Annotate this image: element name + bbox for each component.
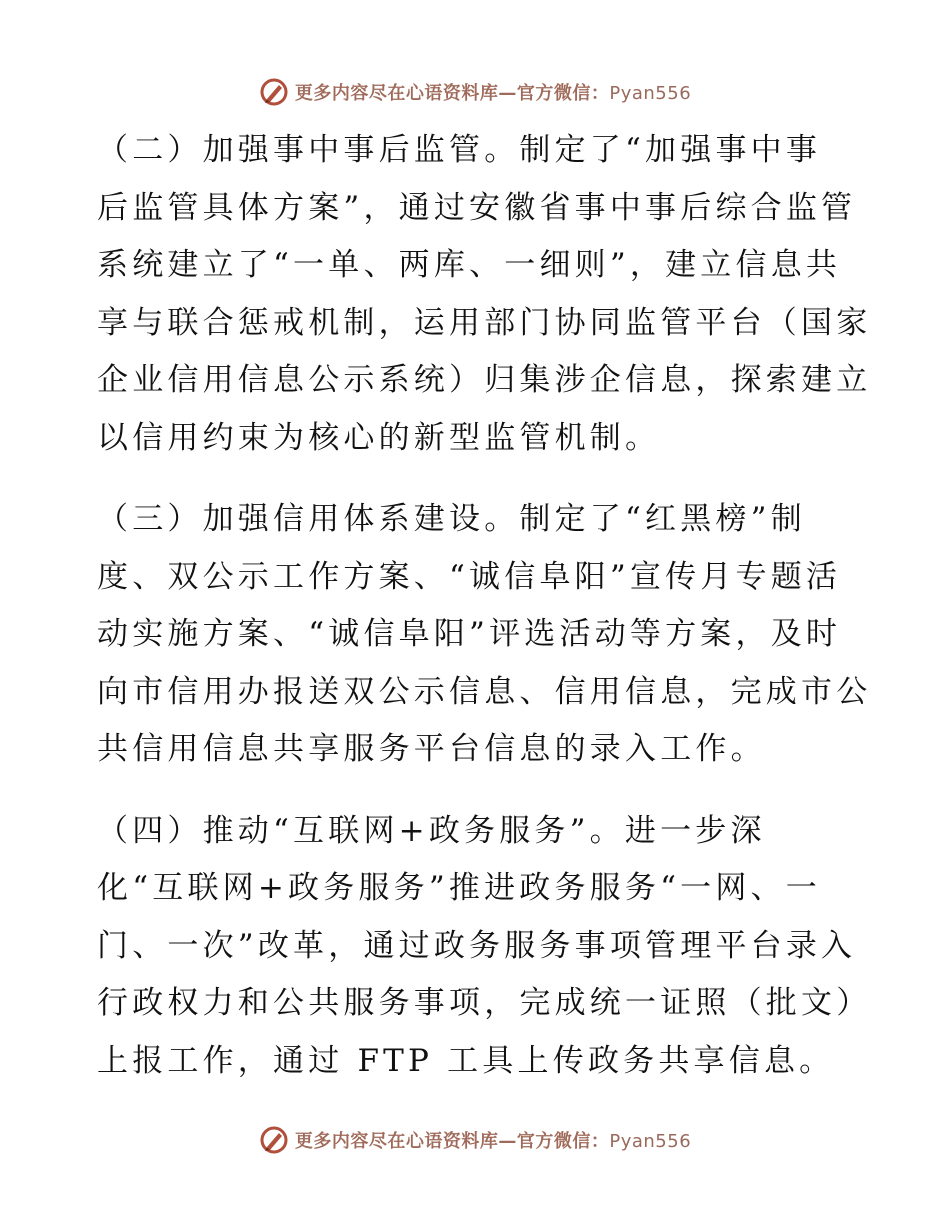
text-line: （二）加强事中事后监管。制定了“加强事中事 bbox=[97, 132, 822, 168]
paragraph-supervision bbox=[97, 122, 872, 467]
text-line: 行政权力和公共服务事项，完成统一证照（批文） bbox=[97, 985, 872, 1021]
document-body bbox=[97, 122, 872, 1114]
text-line: 后监管具体方案”，通过安徽省事中事后综合监管 bbox=[97, 189, 857, 226]
footer-watermark bbox=[0, 1120, 950, 1160]
text-line: 化“互联网+政务服务”推进政务服务“一网、一 bbox=[97, 870, 821, 906]
watermark-text: 更多内容尽在心语资料库—官方微信：Pyan556 bbox=[294, 83, 692, 104]
header-watermark bbox=[0, 72, 950, 112]
text-line: 享与联合惩戒机制，运用部门协同监管平台（国家 bbox=[97, 304, 872, 341]
text-line: 系统建立了“一单、两库、一细则”，建立信息共 bbox=[97, 247, 842, 283]
text-line: （三）加强信用体系建设。制定了“红黑榜”制 bbox=[97, 501, 806, 537]
text-line: 以信用约束为核心的新型监管机制。 bbox=[97, 419, 661, 456]
text-line: 上报工作，通过 FTP 工具上传政务共享信息。 bbox=[97, 1042, 835, 1079]
pen-logo-icon bbox=[259, 77, 289, 107]
text-line: 度、双公示工作方案、“诚信阜阳”宣传月专题活 bbox=[97, 558, 842, 595]
paragraph-credit-system bbox=[97, 491, 872, 779]
text-line: （四）推动“互联网+政务服务”。进一步深 bbox=[97, 812, 766, 849]
text-line: 动实施方案、“诚信阜阳”评选活动等方案，及时 bbox=[97, 616, 842, 652]
text-line: 企业信用信息公示系统）归集涉企信息，探索建立 bbox=[97, 362, 872, 398]
text-line: 门、一次”改革，通过政务服务事项管理平台录入 bbox=[97, 927, 857, 964]
watermark-text: 更多内容尽在心语资料库—官方微信：Pyan556 bbox=[294, 1131, 692, 1152]
text-line: 共信用信息共享服务平台信息的录入工作。 bbox=[97, 731, 766, 767]
pen-logo-icon bbox=[259, 1125, 289, 1155]
paragraph-internet-gov-services bbox=[97, 803, 872, 1091]
text-line: 向市信用办报送双公示信息、信用信息，完成市公 bbox=[97, 673, 872, 710]
